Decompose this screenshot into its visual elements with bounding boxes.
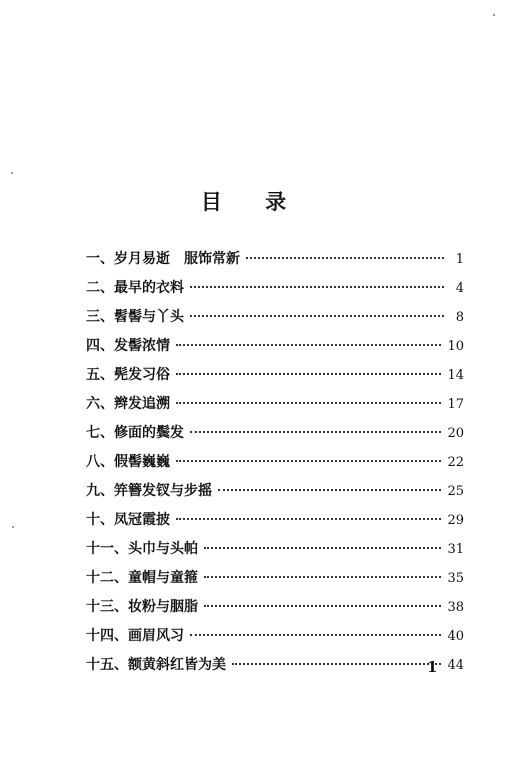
dot-leader: [176, 518, 441, 520]
toc-entry-page: 14: [447, 368, 464, 383]
toc-entry-title: 发髻浓情: [114, 338, 170, 354]
toc-entry-title: 岁月易逝 服饰常新: [114, 251, 240, 267]
toc-entry-page: 1: [455, 252, 464, 267]
toc-entry-number: 八、: [86, 454, 114, 470]
toc-entry[interactable]: [86, 451, 464, 480]
toc-entry-title: 髫髻与丫头: [114, 309, 184, 325]
toc-entry[interactable]: [86, 480, 464, 509]
toc-entry-number: 九、: [86, 483, 114, 499]
toc-entry-page: 25: [447, 484, 464, 499]
toc-entry[interactable]: [86, 422, 464, 451]
toc-entry-page: 22: [447, 455, 464, 470]
toc-entry-number: 四、: [86, 338, 114, 354]
dot-leader: [176, 373, 441, 375]
toc-entry-title: 修面的鬓发: [114, 425, 184, 441]
toc-entry-page: 40: [447, 629, 464, 644]
toc-entry-title: 妆粉与胭脂: [128, 599, 198, 615]
dot-leader: [190, 315, 444, 317]
dot-leader: [176, 402, 441, 404]
toc-entry-page: 44: [447, 658, 464, 673]
toc-entry[interactable]: [86, 306, 464, 335]
dot-leader: [176, 344, 441, 346]
toc-entry-page: 10: [447, 339, 464, 354]
dot-leader: [190, 286, 444, 288]
toc-entry-title: 凤冠霞披: [114, 512, 170, 528]
toc-entry-number: 五、: [86, 367, 114, 383]
toc-entry-page: 35: [447, 571, 464, 586]
toc-entry-number: 二、: [86, 280, 114, 296]
toc-entry-page: 20: [447, 426, 464, 441]
toc-entry-title: 头巾与头帕: [128, 541, 198, 557]
toc-entry-number: 一、: [86, 251, 114, 267]
page-number: 1: [427, 658, 438, 676]
toc-entry-page: 29: [447, 513, 464, 528]
toc-entry-number: 七、: [86, 425, 114, 441]
dot-leader: [204, 547, 441, 549]
toc-entry-page: 4: [455, 281, 464, 296]
toc-entry[interactable]: [86, 393, 464, 422]
toc-entry-number: 六、: [86, 396, 114, 412]
dot-leader: [204, 576, 441, 578]
toc-entry-title: 童帽与童箍: [128, 570, 198, 586]
toc-entry[interactable]: [86, 335, 464, 364]
dot-leader: [232, 663, 441, 665]
toc-entry[interactable]: [86, 277, 464, 306]
toc-entry[interactable]: [86, 596, 464, 625]
scan-speck: [11, 172, 13, 174]
toc-entry-number: 十一、: [86, 541, 128, 557]
toc-entry[interactable]: [86, 625, 464, 654]
toc-entry-title: 笄簪发钗与步摇: [114, 483, 212, 499]
toc-entry-title: 髡发习俗: [114, 367, 170, 383]
toc-entry-number: 十、: [86, 512, 114, 528]
table-of-contents: [86, 248, 464, 683]
scan-speck: [12, 526, 14, 528]
toc-entry-title: 画眉风习: [128, 628, 184, 644]
toc-entry-number: 十五、: [86, 657, 128, 673]
dot-leader: [190, 634, 441, 636]
toc-entry-page: 8: [455, 310, 464, 325]
toc-entry-title: 额黄斜红皆为美: [128, 657, 226, 673]
toc-entry-page: 38: [447, 600, 464, 615]
toc-entry-title: 最早的衣料: [114, 280, 184, 296]
toc-entry-title: 假髻巍巍: [114, 454, 170, 470]
toc-entry-title: 辫发追溯: [114, 396, 170, 412]
toc-entry[interactable]: [86, 567, 464, 596]
scan-speck: [493, 14, 495, 16]
dot-leader: [218, 489, 441, 491]
toc-entry-number: 十四、: [86, 628, 128, 644]
dot-leader: [176, 460, 441, 462]
toc-entry[interactable]: [86, 248, 464, 277]
toc-entry-page: 17: [447, 397, 464, 412]
toc-entry-page: 31: [447, 542, 464, 557]
dot-leader: [190, 431, 441, 433]
toc-entry[interactable]: [86, 364, 464, 393]
toc-entry-number: 十二、: [86, 570, 128, 586]
toc-heading: 目 录: [200, 189, 305, 214]
dot-leader: [246, 257, 444, 259]
toc-entry[interactable]: [86, 538, 464, 567]
toc-entry-number: 三、: [86, 309, 114, 325]
toc-entry[interactable]: [86, 654, 464, 683]
dot-leader: [204, 605, 441, 607]
toc-entry-number: 十三、: [86, 599, 128, 615]
toc-entry[interactable]: [86, 509, 464, 538]
